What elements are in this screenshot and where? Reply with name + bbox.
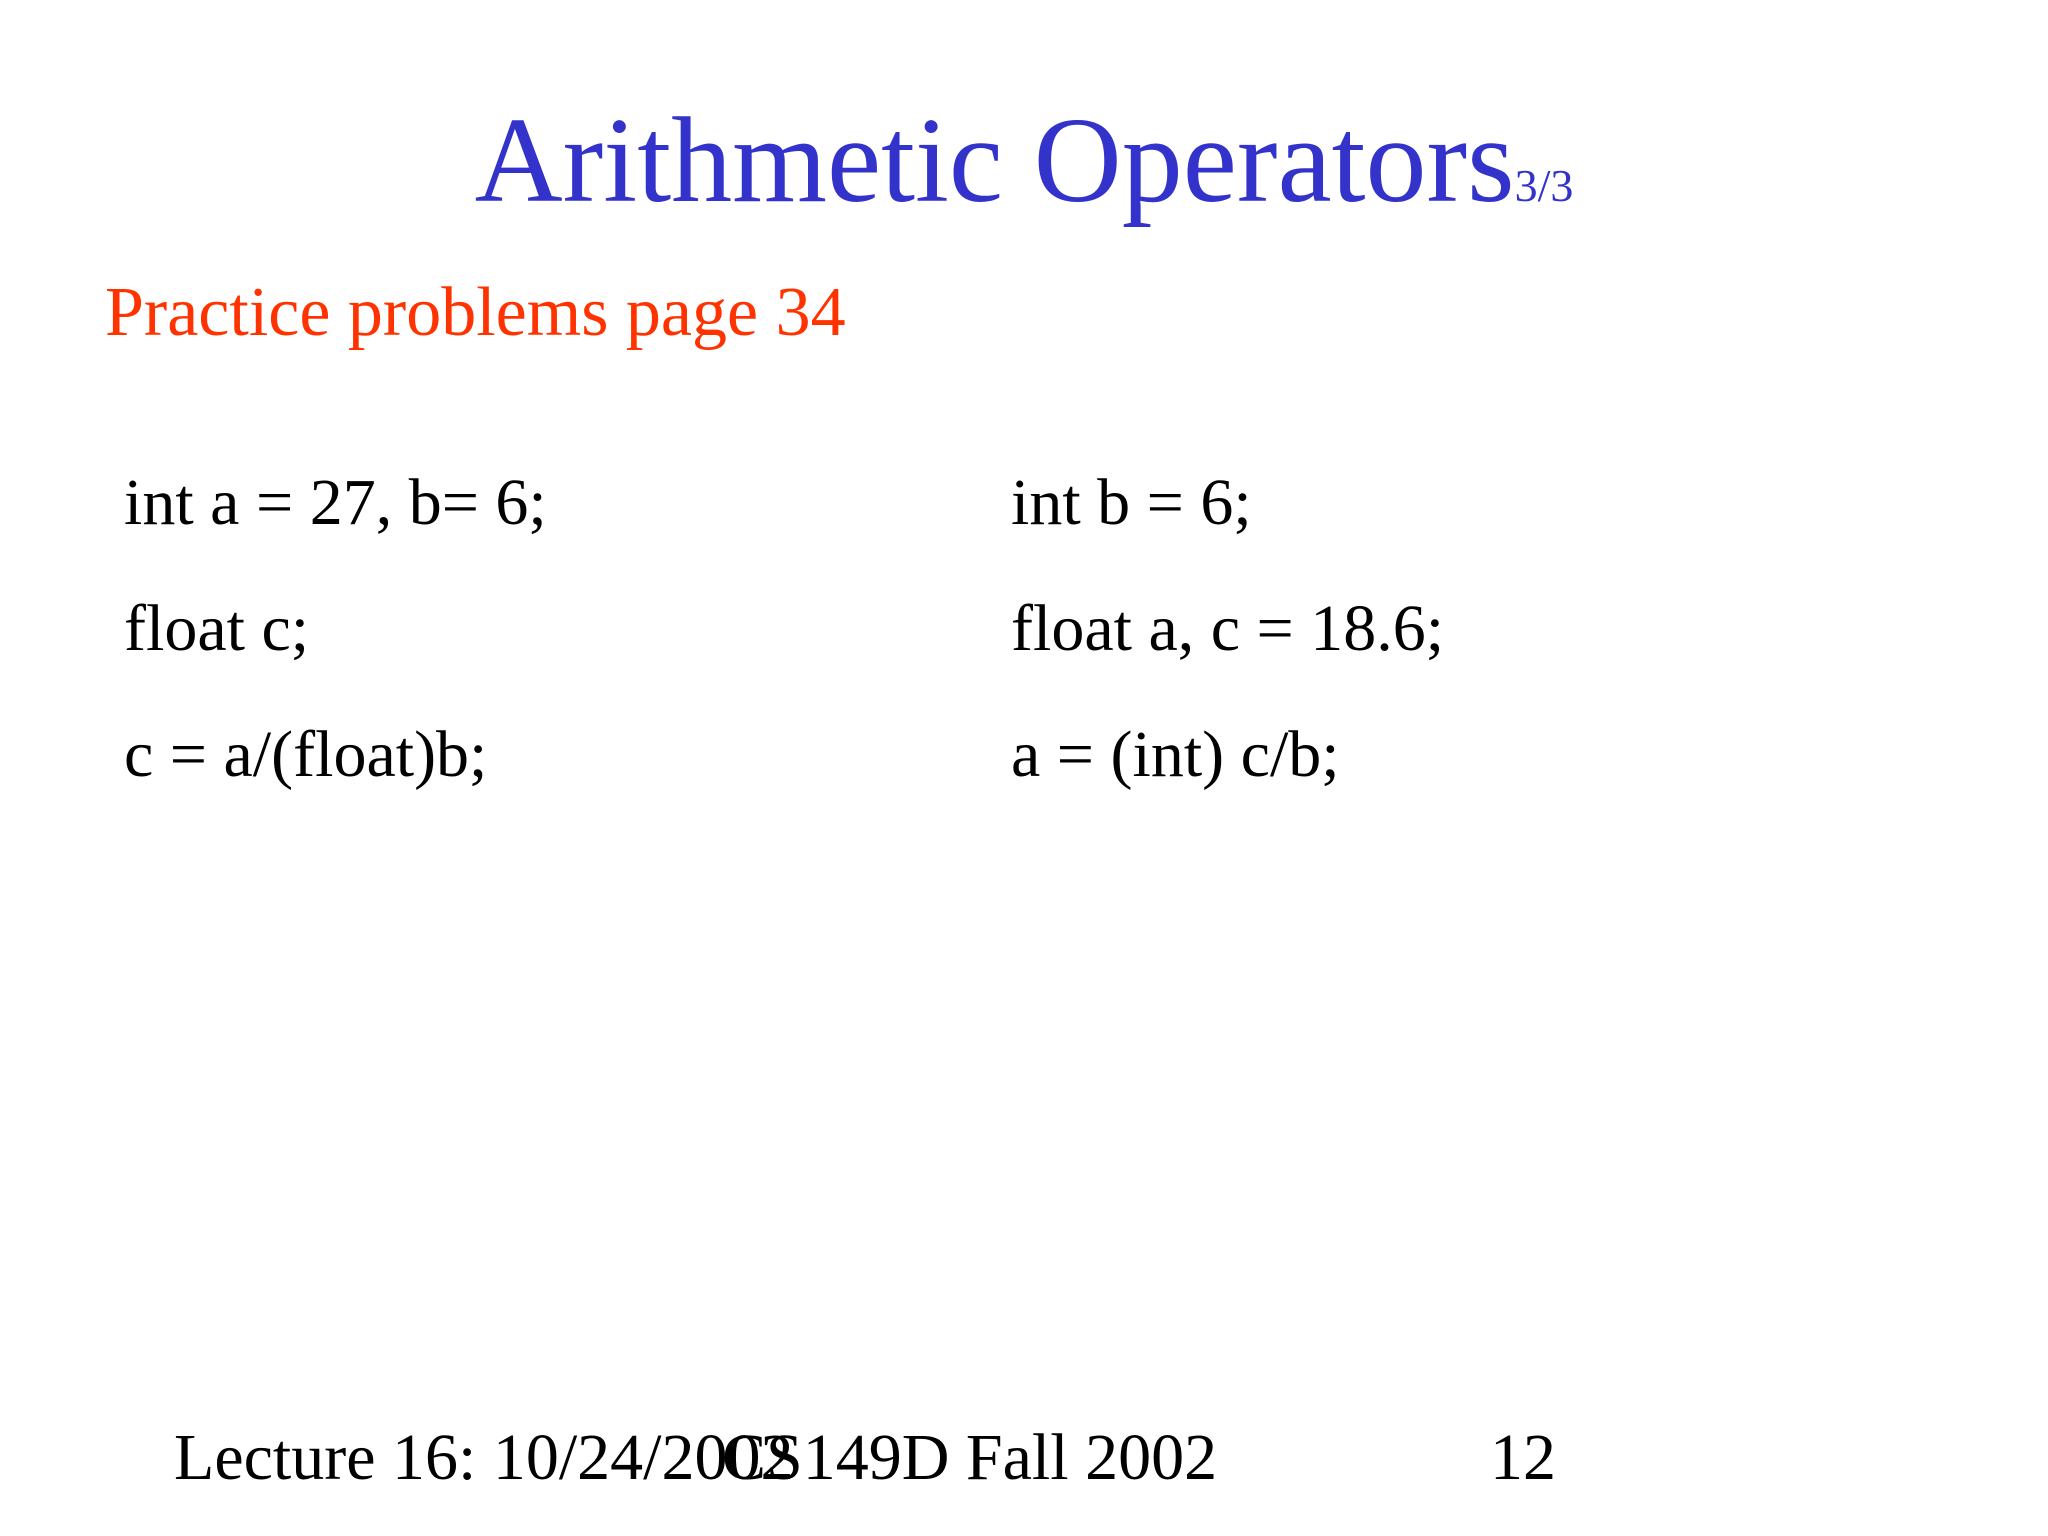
code-block-right (1011, 466, 1445, 848)
footer-course: CS149D Fall 2002 (722, 1421, 1218, 1494)
code-line: float c; (124, 592, 310, 665)
code-line: int b = 6; (1011, 466, 1252, 539)
code-line: a = (int) c/b; (1011, 718, 1340, 791)
title-suffix: 3/3 (1514, 160, 1574, 211)
footer-lecture: Lecture 16: 10/24/2002 (174, 1421, 794, 1494)
slide-subtitle: Practice problems page 34 (105, 274, 846, 351)
footer-page-number: 12 (1490, 1421, 1556, 1494)
code-line: float a, c = 18.6; (1011, 592, 1445, 665)
code-line: c = a/(float)b; (124, 718, 488, 791)
code-line: int a = 27, b= 6; (124, 466, 547, 539)
title-text: Arithmetic Operators (474, 93, 1515, 228)
slide-title (0, 93, 2048, 228)
code-block-left (124, 466, 547, 848)
